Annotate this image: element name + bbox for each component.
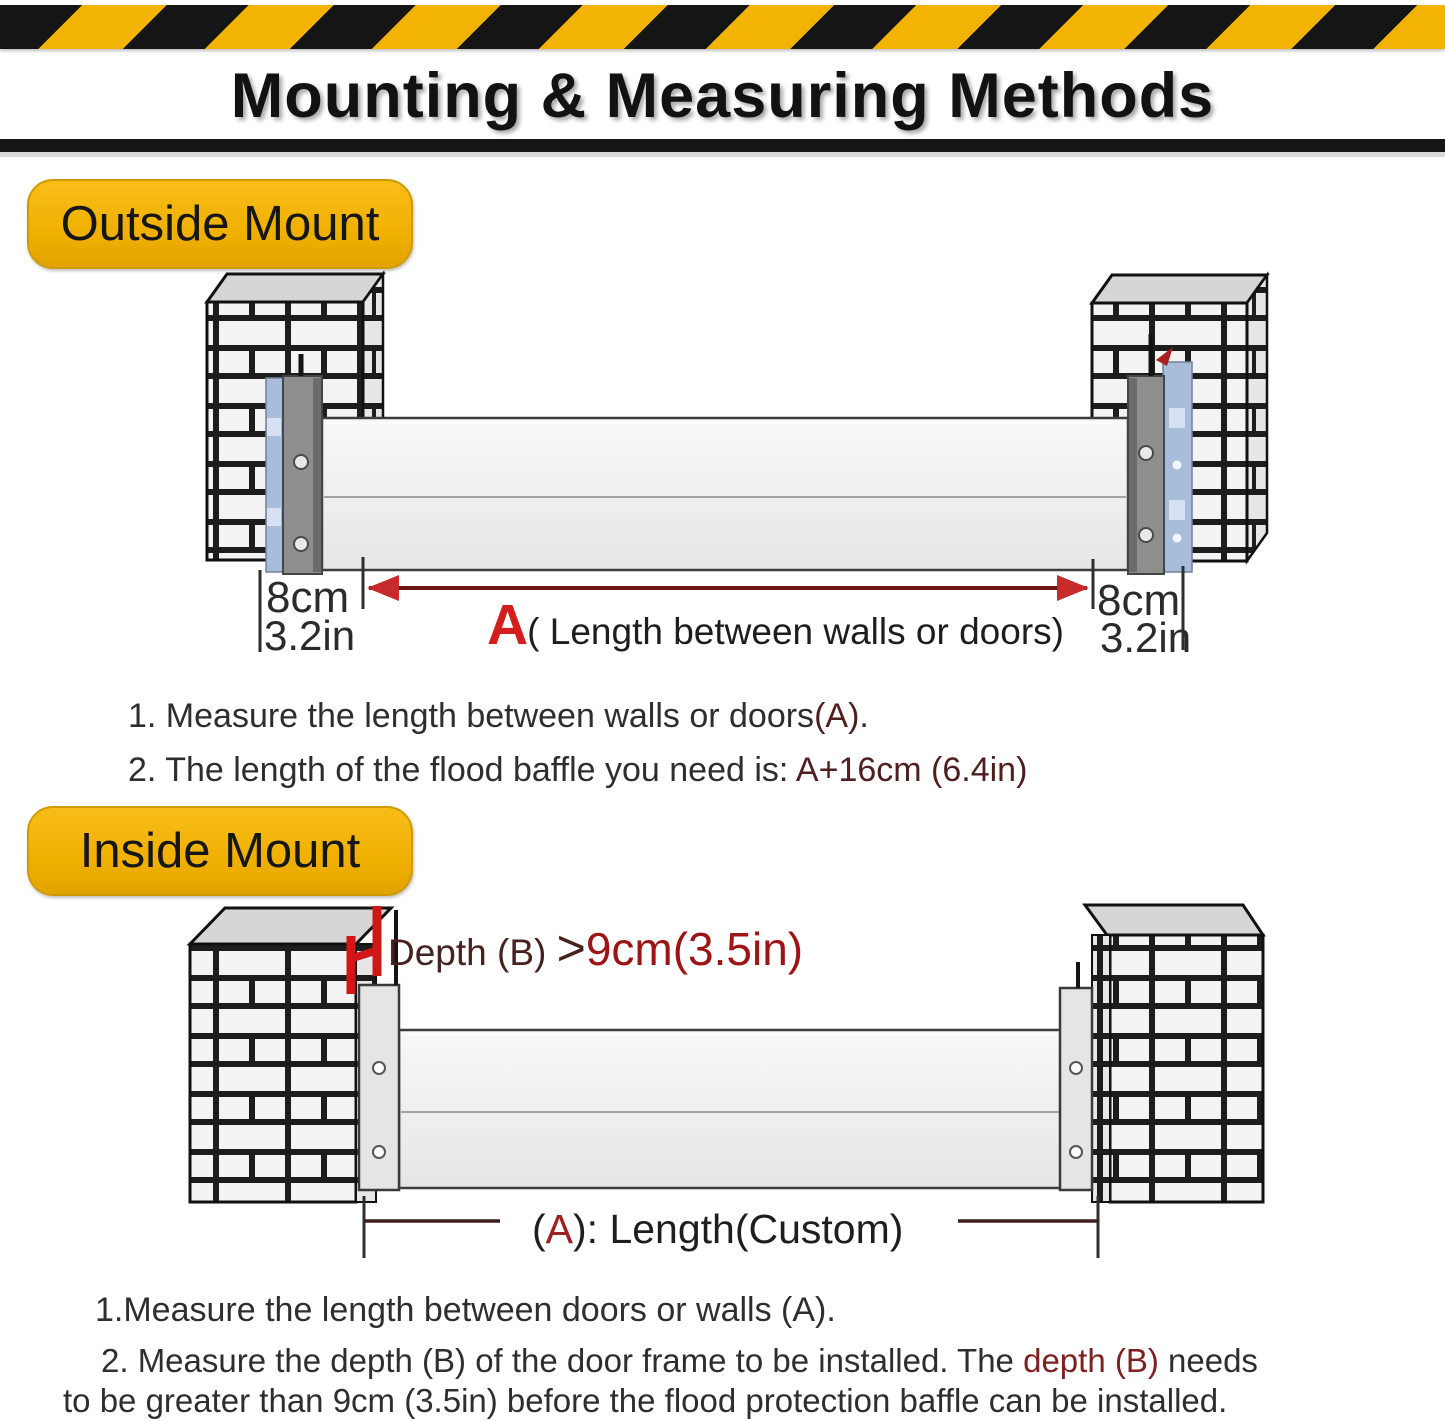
mounting-channel-left — [359, 985, 399, 1190]
mounting-channel-right — [1060, 988, 1092, 1190]
outside-step-2: 2. The length of the flood baffle you need is: A+16cm (6.4in) — [128, 751, 1028, 789]
left-pillar-cap — [190, 908, 391, 944]
outside-mount-badge — [27, 179, 413, 269]
depth-label: Depth (B) >9cm(3.5in) — [388, 920, 804, 976]
outside-mount-badge-label: Outside Mount — [60, 197, 380, 251]
inside-step-2-line-2: to be greater than 9cm (3.5in) before the flood protection baffle can be installed. — [63, 1382, 1228, 1419]
length-custom-label: (A): Length(Custom) — [532, 1206, 904, 1252]
right-pillar-jamb — [1092, 935, 1110, 1202]
rivet-hole — [373, 1062, 385, 1074]
dim-left-cm: 8cm — [266, 573, 350, 622]
flood-barrier-panel — [399, 1030, 1062, 1188]
dim-right-cm: 8cm — [1097, 576, 1181, 625]
seal-strip-right — [1163, 362, 1192, 572]
title-underline-bar — [0, 139, 1445, 152]
rivet-hole — [1139, 528, 1153, 542]
dim-left-in: 3.2in — [264, 612, 356, 659]
right-pillar-front — [1110, 935, 1263, 1202]
span-length-letter-a: A — [487, 593, 528, 657]
span-length-label: A( Length between walls or doors) — [487, 593, 1064, 657]
inside-step-1: 1.Measure the length between doors or walls (A). — [95, 1291, 836, 1329]
rivet-hole — [294, 537, 308, 551]
mounting-channel-right — [1128, 376, 1164, 574]
right-pillar — [1085, 905, 1263, 1202]
seal-strip-left — [266, 378, 284, 572]
rivet-hole — [373, 1146, 385, 1158]
left-pillar-cap — [207, 274, 383, 302]
rivet-hole — [1070, 1062, 1082, 1074]
flood-barrier-panel — [322, 418, 1128, 570]
outside-step-1: 1. Measure the length between walls or doors(A). — [128, 697, 869, 735]
rivet-hole — [1070, 1146, 1082, 1158]
page-title: Mounting & Measuring Methods — [230, 61, 1215, 131]
right-pillar-cap — [1092, 275, 1267, 303]
mounting-channel-left — [283, 376, 322, 574]
title-underline-shadow — [0, 152, 1445, 157]
arrowhead-left-icon — [367, 575, 399, 601]
right-pillar-cap — [1085, 905, 1263, 935]
hazard-stripe-banner — [0, 5, 1445, 49]
inside-step-2-line-1: 2. Measure the depth (B) of the door frame to be installed. The depth (B) needs — [101, 1342, 1258, 1379]
inside-mount-badge — [27, 806, 413, 896]
right-pillar-side — [1247, 275, 1267, 561]
inside-mount-badge-label: Inside Mount — [79, 824, 361, 878]
rivet-hole — [1139, 446, 1153, 460]
rivet-hole — [294, 455, 308, 469]
left-pillar-front — [190, 944, 356, 1202]
dim-right-in: 3.2in — [1100, 614, 1192, 661]
